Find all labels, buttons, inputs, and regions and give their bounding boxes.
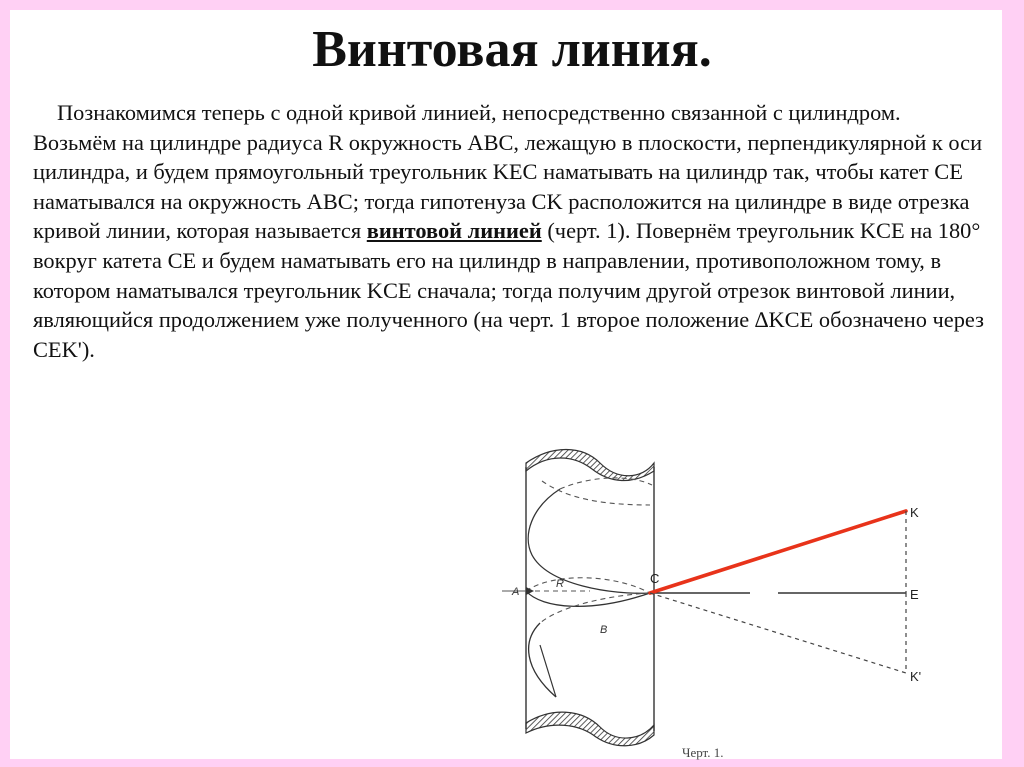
- label-a: A: [512, 586, 520, 598]
- slide-frame-left: [0, 0, 10, 767]
- label-k-prime: K': [910, 669, 922, 684]
- cylinder-top-cut: [526, 450, 654, 481]
- figure-caption: Черт. 1.: [682, 745, 724, 760]
- helix-top-curl: [542, 481, 650, 505]
- helix-figure-svg: [482, 445, 951, 767]
- slide-frame-top: [0, 0, 1024, 10]
- body-paragraph: [33, 98, 988, 364]
- axis-left-arrowhead: [526, 587, 534, 595]
- slide-frame-right: [1002, 0, 1024, 767]
- cylinder-bottom-cut: [526, 712, 654, 746]
- hypotenuse-ck-prime-line: [650, 593, 906, 673]
- helix-term: винтовой линией: [366, 218, 542, 244]
- label-k: K: [910, 505, 919, 520]
- helix-upper-back: [560, 478, 652, 489]
- label-b: B: [600, 624, 608, 636]
- paragraph-text-after: (черт. 1). Повернём треугольник KCE на 180° вокруг катета CE и будем наматывать его на цилиндр в направлении, противоположном тому, в котором наматывался треугольник KCE сначала; тогда получим другой отрезок винтовой линии, являющийся продолжением уже полученного (на черт. 1 второе положение ∆KCE обозначено через CEK').: [33, 218, 984, 362]
- label-e: E: [910, 587, 919, 602]
- hypotenuse-ck-line: [650, 511, 906, 593]
- helix-lower-front: [529, 623, 556, 697]
- paragraph-text-before: Познакомимся теперь с одной кривой линией, непосредственно связанной с цилиндром. Возьмём на цилиндре радиуса R окружность ABC, лежащую в плоскости, перпендикулярной к оси цилиндра, и будем прямоугольный треугольник KEC наматывать на цилиндр так, чтобы катет CE наматывался на окружность ABC; тогда гипотенуза CK расположится на цилиндре в виде отрезка кривой линии, которая называется: [33, 100, 983, 244]
- label-c: C: [650, 571, 660, 586]
- helix-figure: [482, 445, 951, 767]
- slide-title: Винтовая линия.: [312, 21, 712, 78]
- label-r: R: [556, 578, 564, 590]
